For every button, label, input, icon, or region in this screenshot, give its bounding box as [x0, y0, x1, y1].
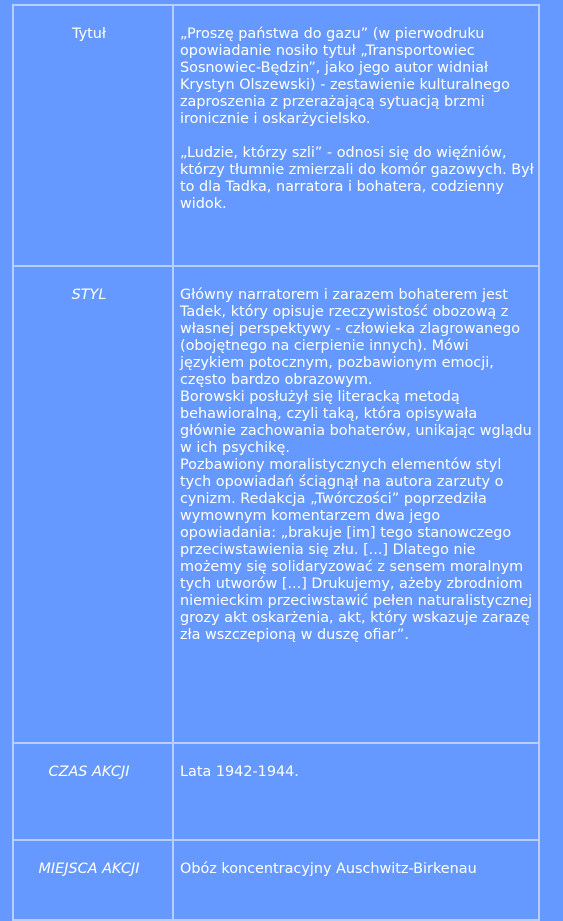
label-cell [13, 5, 173, 266]
paragraph: Główny narratorem i zarazem bohaterem jest Tadek, który opisuje rzeczywistość obozową z własnej perspektywy - człowieka zlagrowanego (obojętnego na cierpienie innych). Mówi językiem potocznym, pozbawionym emocji, często bardzo obrazowym. [180, 287, 521, 388]
table-row-title [13, 5, 539, 266]
paragraph: „Proszę państwa do gazu” (w pierwodruku opowiadanie nosiło tytuł „Transportowiec Sosnowiec-Będzin”, jako jego autor widniał Krystyn Olszewski) - zestawienie kulturalnego zaproszenia z przerażającą sytuacją brzmi ironicznie i oskarżycielsko. [180, 26, 510, 127]
document-page [12, 0, 540, 877]
row-label-place: MIEJSCA AKCJI [38, 861, 140, 877]
label-cell [13, 266, 173, 743]
row-label-time: CZAS AKCJI [48, 764, 130, 780]
content-cell [173, 840, 539, 920]
table-row-place [13, 840, 539, 920]
label-cell [13, 840, 173, 920]
info-table [12, 4, 540, 921]
table-row-time [13, 743, 539, 840]
table-row-style [13, 266, 539, 743]
paragraph: „Ludzie, którzy szli” - odnosi się do więźniów, którzy tłumnie zmierzali do komór gazowych. Był to dla Tadka, narratora i bohatera, codzienny widok. [180, 145, 534, 212]
row-label-style: STYL [71, 287, 107, 303]
paragraph: Pozbawiony moralistycznych elementów styl tych opowiadań ściągnął na autora zarzuty o cynizm. Redakcja „Twórczości” poprzedziła wymownym komentarzem dwa jego opowiadania: „brakuje [im] tego stanowczego przeciwstawienia się złu. [...] Dlatego nie możemy się solidaryzować z sensem moralnym tych utworów [...] Drukujemy, ażeby zbrodniom niemieckim przeciwstawić pełen naturalistycznej grozy akt oskarżenia, akt, który wskazuje zarazę zła wszczepioną w duszę ofiar”. [180, 457, 533, 643]
content-cell [173, 5, 539, 266]
content-cell [173, 743, 539, 840]
content-cell [173, 266, 539, 743]
label-cell [13, 743, 173, 840]
row-label-title: Tytuł [72, 26, 106, 42]
paragraph: Lata 1942-1944. [180, 764, 299, 780]
paragraph: Borowski posłużył się literacką metodą behawioralną, czyli taką, która opisywała głównie zachowania bohaterów, unikając wglądu w ich psychikę. [180, 389, 532, 456]
paragraph: Obóz koncentracyjny Auschwitz-Birkenau [180, 861, 477, 877]
